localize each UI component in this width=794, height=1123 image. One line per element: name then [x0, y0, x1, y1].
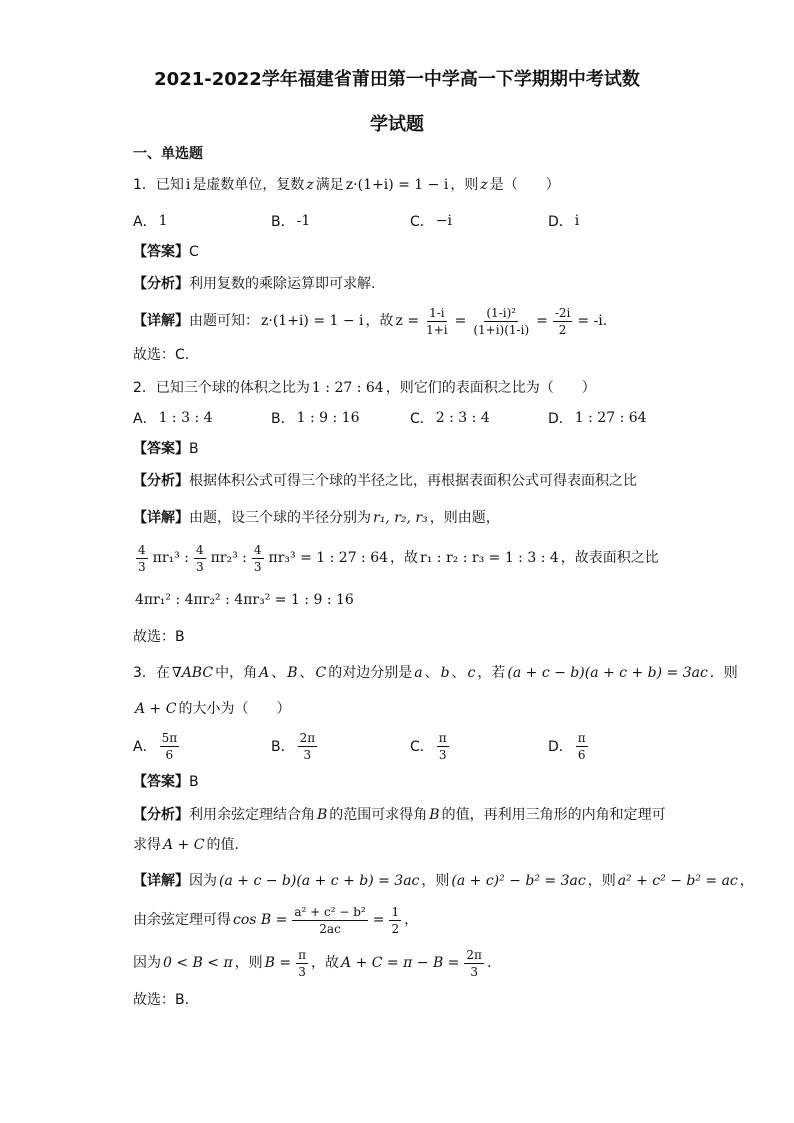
q3-conclusion: 故选：B.: [133, 992, 190, 1008]
q3-option-a: [133, 726, 182, 766]
q1-option-a: [133, 211, 170, 231]
detail-tag: 【详解】: [133, 313, 189, 329]
q3-angle: C: [315, 665, 327, 681]
numerator: 4: [138, 542, 146, 557]
numerator: 4: [253, 542, 262, 557]
q1-answer-value: C: [189, 244, 199, 260]
q1-option-c: [410, 211, 454, 231]
option-value: 1 : 3 : 4: [158, 410, 213, 426]
q3-detail-text: 由余弦定理可得: [133, 912, 231, 928]
q1-analysis: [133, 274, 375, 294]
denominator: 3: [298, 964, 306, 979]
option-label: B．: [271, 214, 295, 230]
q2-options: [133, 408, 653, 428]
analysis-tag: 【分析】: [133, 473, 189, 489]
denominator: 6: [165, 747, 174, 762]
analysis-tag: 【分析】: [133, 276, 189, 292]
option-label: C．: [410, 739, 434, 755]
q3-inequality: 0 < B < π: [163, 955, 233, 971]
q3-stem-text: ．则: [709, 665, 738, 681]
option-fraction: [576, 730, 588, 763]
q2-detail-radii: r₁, r₂, r₃: [373, 510, 428, 526]
option-label: D．: [548, 739, 573, 755]
numerator: 1: [391, 904, 400, 919]
q1-analysis-text: 利用复数的乘除运算即可求解.: [189, 276, 376, 292]
numerator: 4: [195, 542, 204, 557]
detail-tag: 【详解】: [133, 873, 189, 889]
q3-option-c: [410, 726, 452, 766]
q3-angle-line: [133, 943, 491, 983]
q1-stem: [133, 175, 560, 195]
separator: 、: [424, 665, 439, 681]
q2-option-c: [410, 408, 492, 428]
q3-detail-text: ，故: [311, 955, 340, 971]
q3-analysis-text: 的值，再利用三角形的内角和定理可: [441, 807, 666, 823]
q2-detail-text: 由题，设三个球的半径分别为: [189, 510, 371, 526]
q3-stem-text: 的对边分别是: [328, 665, 413, 681]
q3-angle-sum: A + C: [135, 701, 177, 717]
q1-option-d: [548, 211, 581, 231]
q3-option-d: [548, 726, 591, 766]
numerator: -2i: [554, 305, 571, 320]
q3-stem: [133, 663, 738, 683]
denominator: 2ac: [319, 921, 341, 936]
q2-option-a: [133, 408, 215, 428]
option-fraction: [437, 730, 449, 763]
q2-detail: [133, 508, 500, 528]
q2-answer-value: B: [189, 441, 199, 457]
page-title-line-1: 2021-2022学年福建省莆田第一中学高一下学期期中考试数: [154, 69, 640, 90]
option-label: A．: [133, 411, 157, 427]
denominator: 3: [138, 559, 146, 574]
equals-sign: =: [372, 912, 385, 928]
option-label: B．: [271, 411, 295, 427]
q3-option-b: [271, 726, 320, 766]
q1-stem-math: i: [185, 177, 191, 193]
separator: 、: [299, 665, 314, 681]
q3-analysis-text: 的范围可求得角: [329, 807, 428, 823]
q2-stem-text: 2．已知三个球的体积之比为: [133, 380, 310, 396]
q2-option-d: [548, 408, 649, 428]
q3-angle: B: [317, 807, 328, 823]
q2-radius-ratio: r₁ : r₂ : r₃ = 1 : 3 : 4: [420, 550, 559, 566]
numerator: 1-i: [429, 305, 445, 320]
numerator: 5π: [161, 730, 178, 745]
q1-detail-equation: z·(1+i) = 1 − i: [261, 313, 364, 329]
q3-side: a: [414, 665, 423, 681]
q3-analysis-text: 利用余弦定理结合角: [189, 807, 315, 823]
q3-detail-text: ，则: [587, 873, 616, 889]
q3-detail-text: ，则: [234, 955, 263, 971]
q1-detail-text: ，故: [365, 313, 394, 329]
q1-stem-text: 1．已知: [133, 177, 184, 193]
q2-conclusion: 故选：B: [133, 629, 185, 645]
q1-answer: [133, 242, 199, 262]
denominator: 2: [558, 322, 567, 337]
q3-stem-line-2: [133, 699, 290, 719]
analysis-tag: 【分析】: [133, 807, 189, 823]
q3-fraction: [389, 904, 401, 937]
q3-options: [133, 726, 653, 766]
numerator: 2π: [466, 947, 482, 962]
q3-analysis: [133, 805, 666, 825]
option-value: 2 : 3 : 4: [435, 410, 490, 426]
option-fraction: [160, 730, 180, 763]
option-value: i: [574, 213, 580, 229]
option-label: A．: [133, 739, 157, 755]
q3-angle: A: [259, 665, 270, 681]
q3-answer-value: B: [189, 774, 199, 790]
q1-options: [133, 211, 653, 231]
q3-analysis-text: 的值.: [206, 837, 239, 853]
q3-cosine-line: [133, 900, 418, 940]
equals-sign: =: [536, 313, 548, 329]
separator: 、: [451, 665, 466, 681]
q1-stem-math: z: [480, 177, 488, 193]
q3-stem-text: 的大小为（ ）: [178, 701, 291, 717]
option-value: 1 : 27 : 64: [574, 410, 647, 426]
denominator: 3: [470, 964, 478, 979]
q1-detail-result: = -i.: [577, 313, 608, 329]
q1-stem-text: ，则: [450, 177, 479, 193]
denominator: 6: [577, 747, 586, 762]
numerator: π: [438, 730, 447, 745]
numerator: a² + c² − b²: [294, 904, 366, 919]
q3-fraction: [292, 904, 367, 937]
separator: 、: [271, 665, 286, 681]
q1-stem-text: 是虚数单位，复数: [192, 177, 305, 193]
q2-fraction: [252, 542, 264, 575]
q3-fraction: [464, 947, 484, 980]
section-heading: 一、单选题: [133, 146, 203, 162]
q2-analysis: [133, 471, 637, 491]
q2-surface-ratio: 4πr₁² : 4πr₂² : 4πr₃² = 1 : 9 : 16: [135, 592, 354, 608]
answer-tag: 【答案】: [133, 441, 189, 457]
q3-angle: B: [287, 665, 298, 681]
q3-sum-lhs: A + C = π − B =: [341, 955, 460, 971]
denominator: (1+i)(1-i): [473, 322, 530, 337]
option-fraction: [298, 730, 318, 763]
q3-detail-equation: a² + c² − b² = ac: [617, 873, 738, 889]
q1-fraction: [471, 305, 531, 338]
q1-detail: [133, 301, 609, 341]
detail-tag: 【详解】: [133, 510, 189, 526]
option-value: -1: [296, 213, 311, 229]
option-label: D．: [548, 214, 573, 230]
q1-conclusion: 故选：C.: [133, 347, 190, 363]
numerator: π: [298, 947, 307, 962]
page-title-line-2: 学试题: [370, 114, 424, 135]
option-label: A．: [133, 214, 157, 230]
denominator: 3: [195, 559, 204, 574]
numerator: (1-i)²: [486, 305, 517, 320]
denominator: 1+i: [426, 322, 448, 337]
q3-cos-lhs: cos B =: [233, 912, 288, 928]
q3-detail-text: ，: [739, 873, 754, 889]
q1-detail-lhs: z =: [395, 313, 420, 329]
q1-stem-text: 是（ ）: [489, 177, 560, 193]
q3-side: b: [440, 665, 450, 681]
option-label: C．: [410, 411, 434, 427]
q3-stem-text: 中，角: [215, 665, 258, 681]
q2-stem: [133, 378, 596, 398]
option-label: D．: [548, 411, 573, 427]
q3-analysis-line-2: [133, 835, 239, 855]
q3-analysis-text: 求得: [133, 837, 161, 853]
q3-detail-text: 因为: [133, 955, 161, 971]
q2-detail-text: ，故: [390, 550, 419, 566]
q2-volume-term: πr₂³ :: [210, 550, 247, 566]
q3-angle-sum: A + C: [163, 837, 205, 853]
q2-answer: [133, 439, 199, 459]
q1-fraction: [424, 305, 450, 338]
q3-answer: [133, 772, 199, 792]
q2-stem-text: ，则它们的表面积之比为（ ）: [385, 380, 596, 396]
option-label: B．: [271, 739, 295, 755]
option-value: 1: [158, 213, 168, 229]
equals-sign: =: [454, 313, 467, 329]
q2-volume-term: πr₃³ = 1 : 27 : 64: [268, 550, 389, 566]
q2-detail-text: ，故表面积之比: [560, 550, 659, 566]
q3-detail-text: ，则: [421, 873, 450, 889]
q2-surface-equation: [133, 590, 356, 610]
numerator: π: [577, 730, 586, 745]
answer-tag: 【答案】: [133, 774, 189, 790]
denominator: 3: [253, 559, 262, 574]
q3-detail-text: .: [486, 955, 492, 971]
q3-stem-text: ，若: [477, 665, 506, 681]
q3-side: c: [467, 665, 476, 681]
q3-fraction: [296, 947, 308, 980]
q1-stem-text: 满足: [315, 177, 344, 193]
q2-fraction: [136, 542, 148, 575]
denominator: 3: [303, 747, 312, 762]
q1-fraction: [553, 305, 573, 338]
option-label: C．: [410, 214, 434, 230]
q3-detail-equation: (a + c)² − b² = 3ac: [451, 873, 586, 889]
q3-angle: B: [429, 807, 440, 823]
q1-stem-equation: z·(1+i) = 1 − i: [345, 177, 449, 193]
q2-analysis-text: 根据体积公式可得三个球的半径之比，再根据表面积公式可得表面积之比: [189, 473, 637, 489]
q3-detail: [133, 871, 754, 891]
q3-stem-text: 3．在: [133, 665, 170, 681]
q1-option-b: [271, 211, 312, 231]
numerator: 2π: [299, 730, 316, 745]
q3-stem-equation: (a + c − b)(a + c + b) = 3ac: [507, 665, 708, 681]
denominator: 3: [438, 747, 447, 762]
q3-detail-text: ，: [404, 912, 419, 928]
q2-fraction: [194, 542, 206, 575]
q2-volume-term: πr₁³ :: [152, 550, 189, 566]
q2-stem-ratio: 1 : 27 : 64: [311, 380, 384, 396]
q3-triangle: ∇ABC: [171, 665, 214, 681]
q1-stem-math: z: [306, 177, 314, 193]
q3-detail-text: 因为: [189, 873, 217, 889]
denominator: 2: [391, 921, 400, 936]
q2-detail-text: ，则由题，: [429, 510, 500, 526]
answer-tag: 【答案】: [133, 244, 189, 260]
q2-option-b: [271, 408, 361, 428]
q3-b-lhs: B =: [264, 955, 292, 971]
q3-detail-equation: (a + c − b)(a + c + b) = 3ac: [219, 873, 420, 889]
q2-volume-equation: [133, 538, 659, 578]
option-value: 1 : 9 : 16: [296, 410, 360, 426]
option-value: −i: [435, 213, 452, 229]
q1-detail-text: 由题可知：: [189, 313, 259, 329]
